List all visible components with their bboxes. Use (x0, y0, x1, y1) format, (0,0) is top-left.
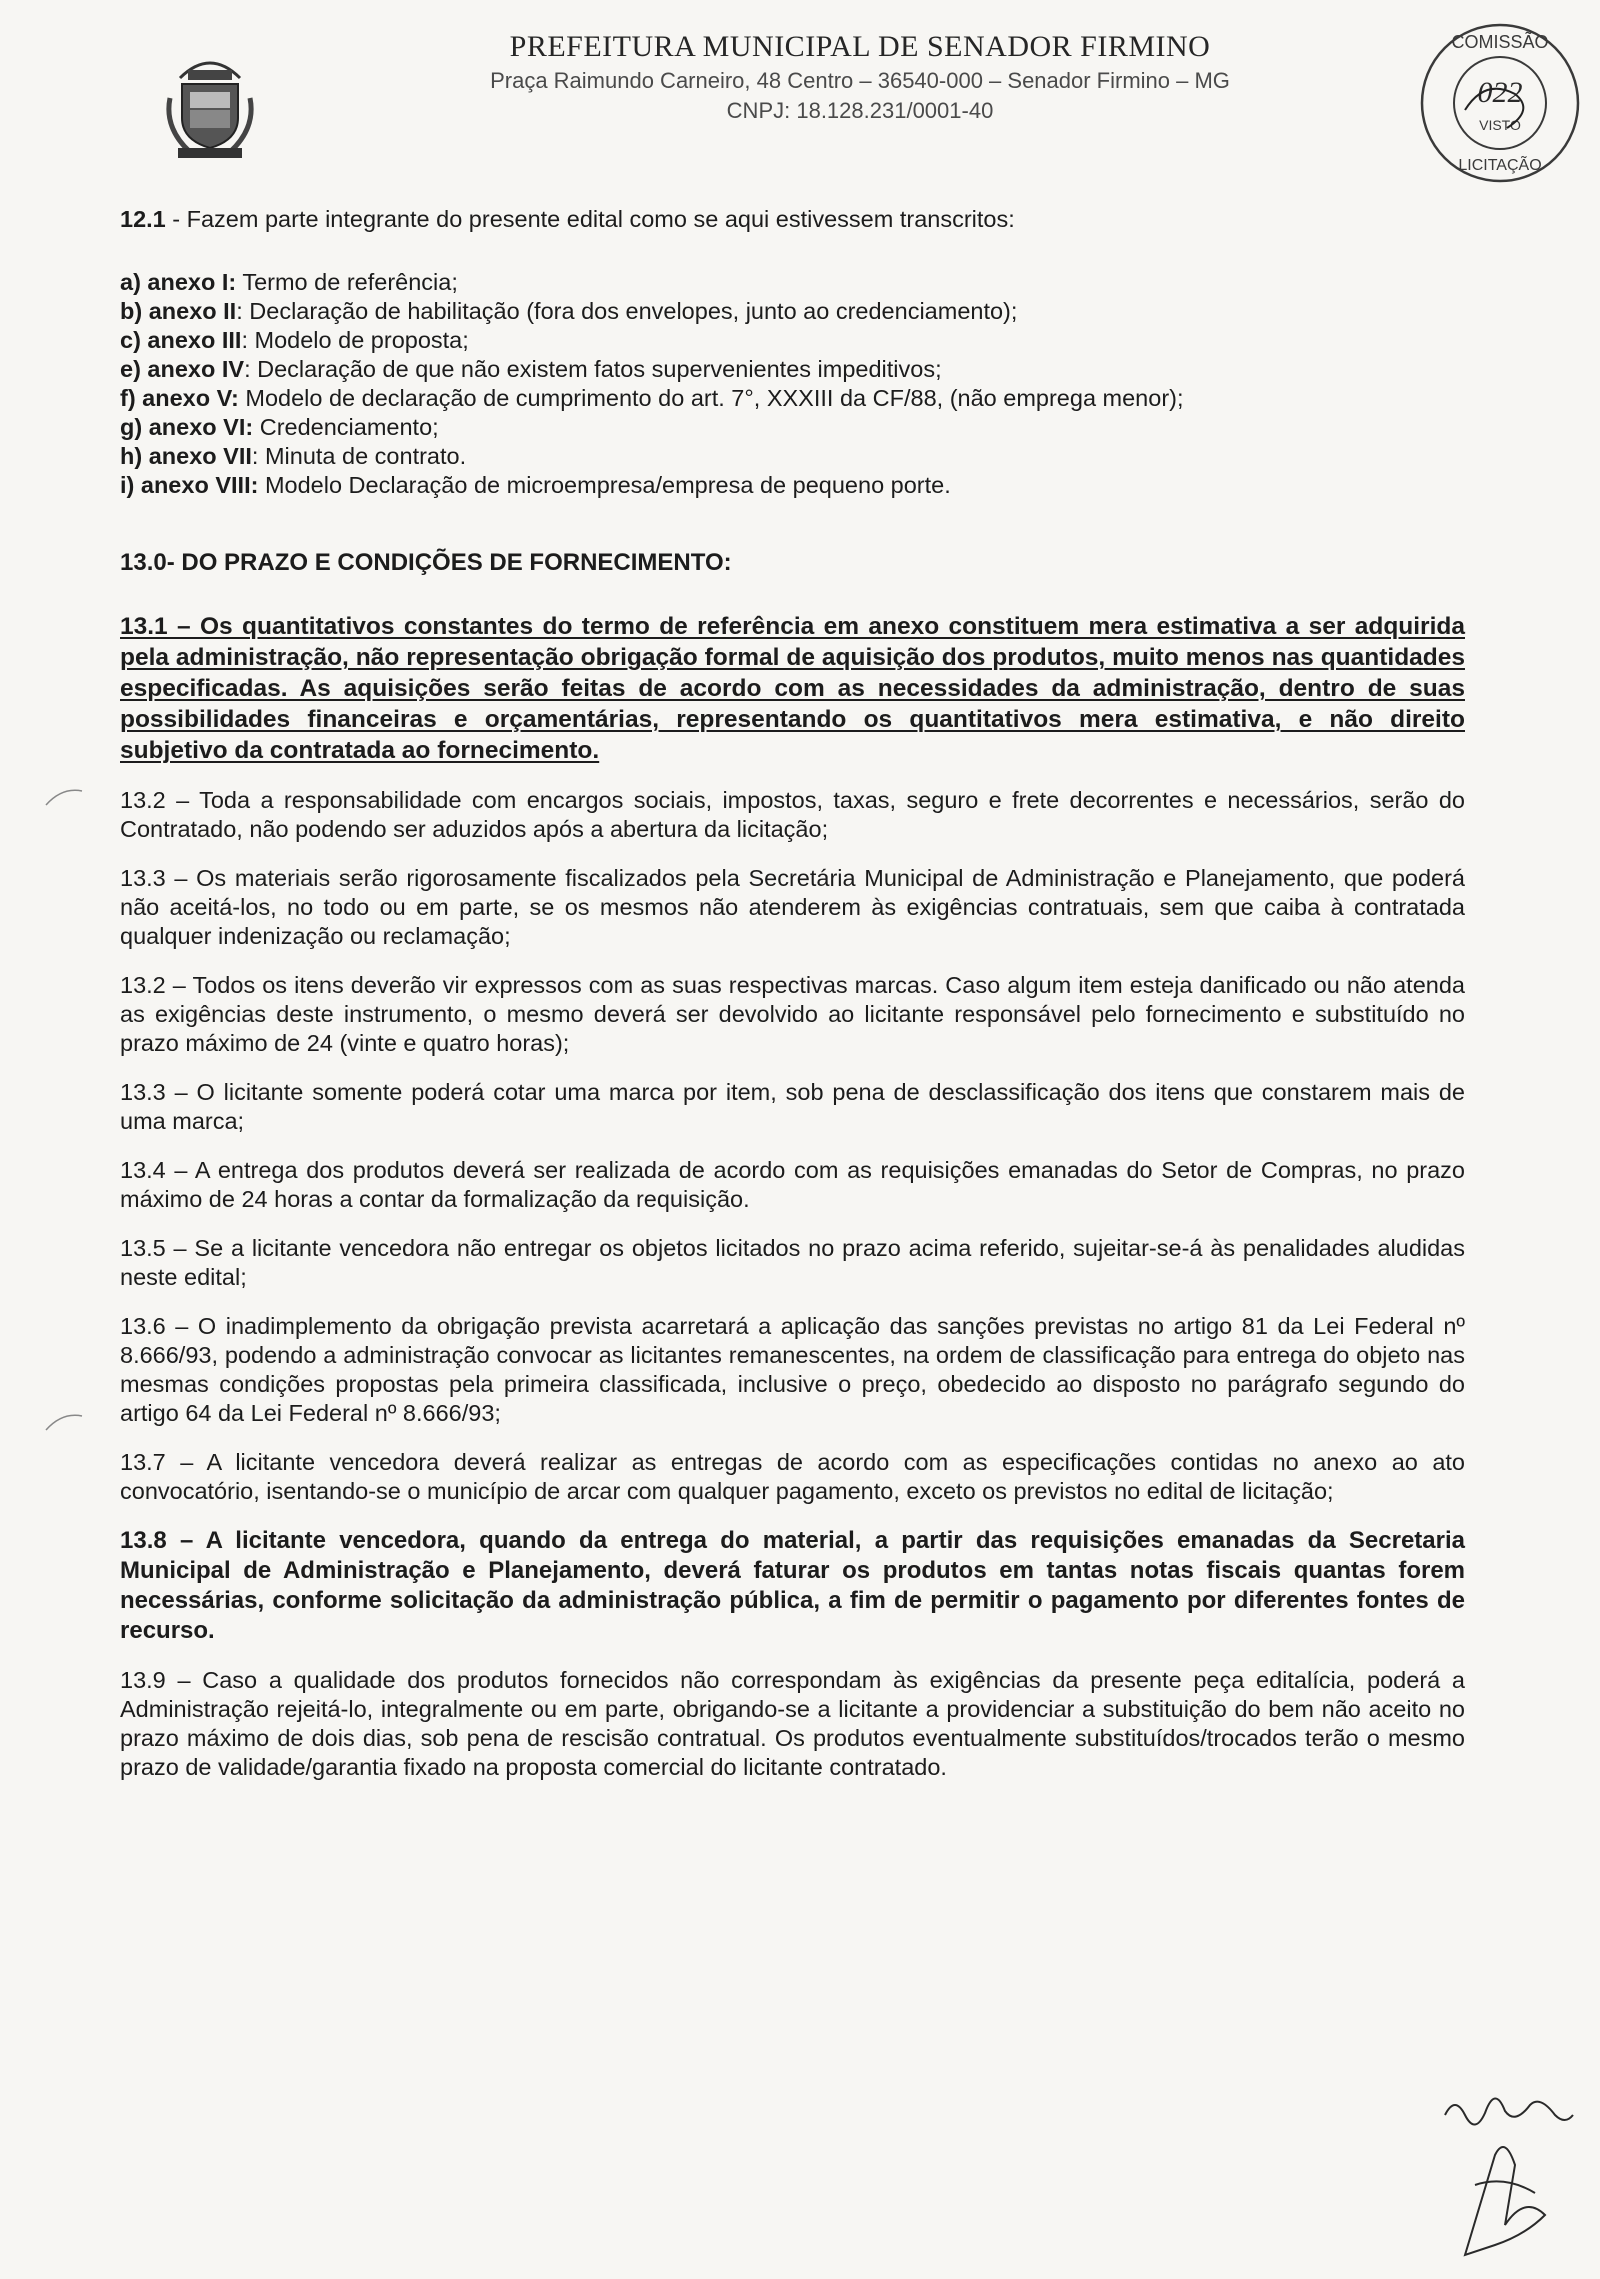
list-item: b) anexo II: Declaração de habilitação (fora dos envelopes, junto ao credenciamento); (120, 298, 1018, 324)
clause-12-1: 12.1 - Fazem parte integrante do presente edital como se aqui estivessem transcritos: (120, 206, 1015, 232)
clause-number: 12.1 (120, 206, 166, 232)
annex-list (120, 268, 1465, 500)
section-title: 13.0- DO PRAZO E CONDIÇÕES DE FORNECIMENTO: (120, 549, 732, 576)
stamp-bottom-text: LICITAÇÃO (1458, 157, 1542, 174)
signature-icon (1435, 2075, 1575, 2265)
list-item: f) anexo V: Modelo de declaração de cumprimento do art. 7°, XXXIII da CF/88, (não emprega menor); (120, 385, 1184, 411)
clause-13-3-inspection: 13.3 – Os materiais serão rigorosamente fiscalizados pela Secretária Municipal de Administração e Planejamento, que poderá não aceitá-los, no todo ou em parte, se os mesmos não atenderem às exigências contratuais, sem que caiba à contratada qualquer indenização ou reclamação; (120, 865, 1465, 949)
stamp-top-text: COMISSÃO (1451, 32, 1549, 52)
margin-mark-icon (44, 1410, 84, 1434)
clause-13-6: 13.6 – O inadimplemento da obrigação prevista acarretará a aplicação das sanções previstas no artigo 81 da Lei Federal nº 8.666/93, podendo a administração convocar as licitantes remanescentes, na ordem de classificação para entrega do objeto nas mesmas condições propostas pela primeira classificada, inclusive o preço, obedecido ao disposto no parágrafo segundo do artigo 64 da Lei Federal nº 8.666/93; (120, 1313, 1465, 1426)
stamp-middle-text: VISTO (1479, 117, 1521, 133)
list-item: a) anexo I: Termo de referência; (120, 269, 458, 295)
org-name: PREFEITURA MUNICIPAL DE SENADOR FIRMINO (509, 30, 1211, 63)
clause-13-4: 13.4 – A entrega dos produtos deverá ser realizada de acordo com as requisições emanadas do Setor de Compras, no prazo máximo de 24 horas a contar da formalização da requisição. (120, 1157, 1465, 1212)
list-item: c) anexo III: Modelo de proposta; (120, 327, 469, 353)
margin-mark-icon (44, 785, 84, 809)
clause-13-9: 13.9 – Caso a qualidade dos produtos fornecidos não correspondam às exigências da presente peça editalícia, poderá a Administração rejeitá-lo, integralmente ou em parte, obrigando-se a licitante a providenciar a substituição do bem não aceito no prazo máximo de dois dias, sob pena de rescisão contratual. Os produtos eventualmente substituídos/trocados terão o mesmo prazo de validade/garantia fixado na proposta comercial do licitante contratado. (120, 1667, 1465, 1780)
clause-13-8: 13.8 – A licitante vencedora, quando da entrega do material, a partir das requisições emanadas da Secretaria Municipal de Administração e Planejamento, deverá faturar os produtos em tantas notas fiscais quantas forem necessárias, conforme solicitação da administração pública, a fim de permitir o pagamento por diferentes fontes de recurso. (120, 1527, 1465, 1644)
org-cnpj: CNPJ: 18.128.231/0001-40 (726, 98, 994, 123)
clause-13-1: 13.1 – Os quantitativos constantes do termo de referência em anexo constituem mera estimativa a ser adquirida pela administração, não representação obrigação formal de aquisição dos produtos, muito menos nas quantidades especificadas. As aquisições serão feitas de acordo com as necessidades da administração, dentro de suas possibilidades financeiras e orçamentárias, representando os quantitativos mera estimativa, e não direito subjetivo da contratada ao fornecimento. (120, 613, 1465, 764)
document-body (120, 205, 1465, 1782)
list-item: i) anexo VIII: Modelo Declaração de microempresa/empresa de pequeno porte. (120, 472, 951, 498)
list-item: e) anexo IV: Declaração de que não existem fatos supervenientes impeditivos; (120, 356, 942, 382)
clause-13-2-responsibility: 13.2 – Toda a responsabilidade com encargos sociais, impostos, taxas, seguro e frete decorrentes e necessários, serão do Contratado, não podendo ser aduzidos após a abertura da licitação; (120, 787, 1465, 842)
list-item: g) anexo VI: Credenciamento; (120, 414, 439, 440)
org-address: Praça Raimundo Carneiro, 48 Centro – 36540-000 – Senador Firmino – MG (490, 68, 1230, 93)
municipal-crest-icon (160, 48, 260, 163)
letterhead (360, 28, 1360, 126)
clause-13-7: 13.7 – A licitante vencedora deverá realizar as entregas de acordo com as especificações contidas no anexo ao ato convocatório, isentando-se o município de arcar com qualquer pagamento, exceto os previstos no edital de licitação; (120, 1449, 1465, 1504)
clause-13-2-brands: 13.2 – Todos os itens deverão vir expressos com as suas respectivas marcas. Caso algum item esteja danificado ou não atenda as exigências deste instrumento, o mesmo deverá ser devolvido ao licitante responsável pelo fornecimento e substituído no prazo máximo de 24 (vinte e quatro horas); (120, 972, 1465, 1056)
commission-stamp-icon (1415, 18, 1585, 188)
stamp-page-number: 022 (1477, 76, 1523, 109)
clause-13-3-one-brand: 13.3 – O licitante somente poderá cotar uma marca por item, sob pena de desclassificação dos itens que constarem mais de uma marca; (120, 1079, 1465, 1134)
list-item: h) anexo VII: Minuta de contrato. (120, 443, 467, 469)
clause-13-5: 13.5 – Se a licitante vencedora não entregar os objetos licitados no prazo acima referido, sujeitar-se-á às penalidades aludidas neste edital; (120, 1235, 1465, 1290)
